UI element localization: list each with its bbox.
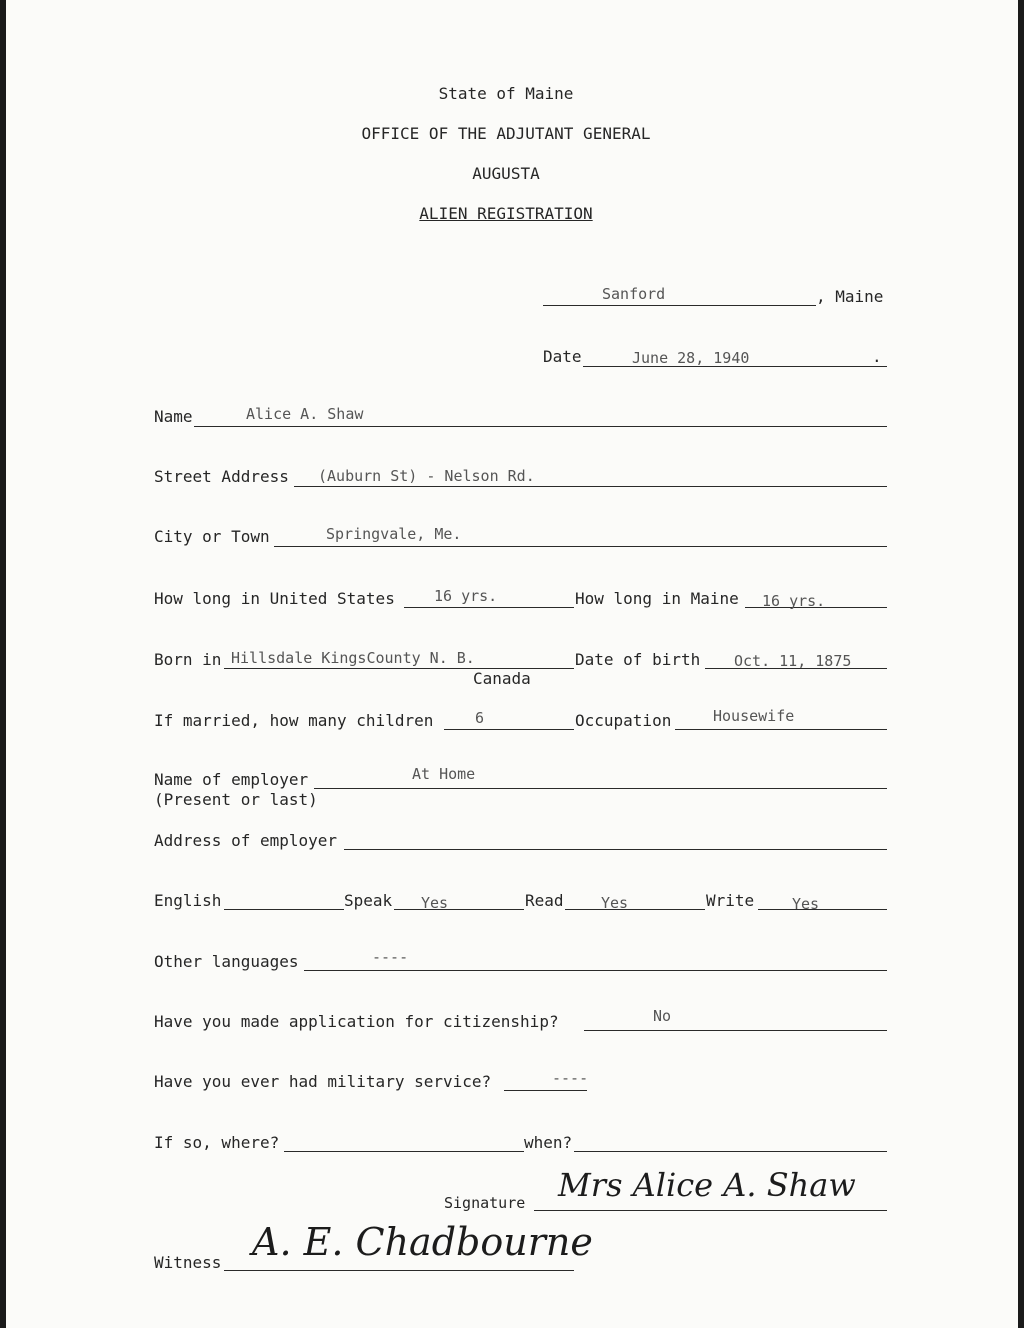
where-line <box>284 1151 524 1152</box>
maine-time-label: How long in Maine <box>575 589 739 608</box>
signature-handwriting: Mrs Alice A. Shaw <box>558 1166 856 1204</box>
other-languages-value: ---- <box>372 948 409 966</box>
header-office: OFFICE OF THE ADJUTANT GENERAL <box>361 124 651 143</box>
dob-label: Date of birth <box>575 650 701 669</box>
citizenship-label: Have you made application for citizenship? <box>154 1012 559 1031</box>
employer-address-label: Address of employer <box>154 831 338 850</box>
born-value: Hillsdale KingsCounty N. B. <box>231 649 475 667</box>
speak-value: Yes <box>421 894 449 912</box>
military-label: Have you ever had military service? <box>154 1072 492 1091</box>
children-line <box>444 729 574 730</box>
us-time-label: How long in United States <box>154 589 395 608</box>
employer-line <box>314 788 887 789</box>
name-line <box>194 426 887 427</box>
born-country: Canada <box>473 669 531 688</box>
street-value: (Auburn St) - Nelson Rd. <box>318 467 535 485</box>
born-label: Born in <box>154 650 222 669</box>
header-city: AUGUSTA <box>472 164 540 183</box>
registration-form <box>6 0 1018 1328</box>
citizenship-value: No <box>653 1007 672 1025</box>
english-line <box>224 909 344 910</box>
write-label: Write <box>706 891 755 910</box>
date-end: . <box>872 347 882 366</box>
write-line <box>758 909 887 910</box>
maine-time-value: 16 yrs. <box>762 592 826 610</box>
read-value: Yes <box>601 894 629 912</box>
place-line <box>543 305 816 306</box>
signature-line <box>534 1210 887 1211</box>
date-label: Date <box>543 347 582 366</box>
witness-handwriting: A. E. Chadbourne <box>252 1220 593 1264</box>
occupation-value: Housewife <box>713 707 795 725</box>
city-town-value: Springvale, Me. <box>326 525 462 543</box>
date-value: June 28, 1940 <box>632 349 750 367</box>
signature-label: Signature <box>444 1194 526 1212</box>
form-title: ALIEN REGISTRATION <box>419 204 593 223</box>
name-label: Name <box>154 407 193 426</box>
street-line <box>294 486 887 487</box>
us-time-line <box>404 607 574 608</box>
read-line <box>565 909 705 910</box>
where-label: If so, where? <box>154 1133 280 1152</box>
name-value: Alice A. Shaw <box>246 405 364 423</box>
military-line <box>504 1090 587 1091</box>
place-value: Sanford <box>602 285 666 303</box>
street-label: Street Address <box>154 467 289 486</box>
speak-label: Speak <box>344 891 393 910</box>
witness-line <box>224 1270 574 1271</box>
city-town-line <box>274 546 887 547</box>
children-label: If married, how many children <box>154 711 434 730</box>
children-value: 6 <box>475 709 485 727</box>
employer-value: At Home <box>412 765 476 783</box>
occupation-line <box>675 729 887 730</box>
when-line <box>574 1151 887 1152</box>
other-languages-line <box>304 970 887 971</box>
employer-address-line <box>344 849 887 850</box>
speak-line <box>394 909 524 910</box>
read-label: Read <box>525 891 564 910</box>
place-suffix: , Maine <box>816 287 884 306</box>
header-state: State of Maine <box>438 84 574 103</box>
employer-sublabel: (Present or last) <box>154 790 318 809</box>
dob-value: Oct. 11, 1875 <box>734 652 852 670</box>
us-time-value: 16 yrs. <box>434 587 498 605</box>
other-languages-label: Other languages <box>154 952 299 971</box>
city-town-label: City or Town <box>154 527 270 546</box>
witness-label: Witness <box>154 1253 222 1272</box>
when-label: when? <box>524 1133 573 1152</box>
employer-label: Name of employer <box>154 770 309 789</box>
english-label: English <box>154 891 222 910</box>
military-value: ---- <box>552 1069 589 1087</box>
citizenship-line <box>584 1030 887 1031</box>
write-value: Yes <box>792 895 820 913</box>
occupation-label: Occupation <box>575 711 672 730</box>
